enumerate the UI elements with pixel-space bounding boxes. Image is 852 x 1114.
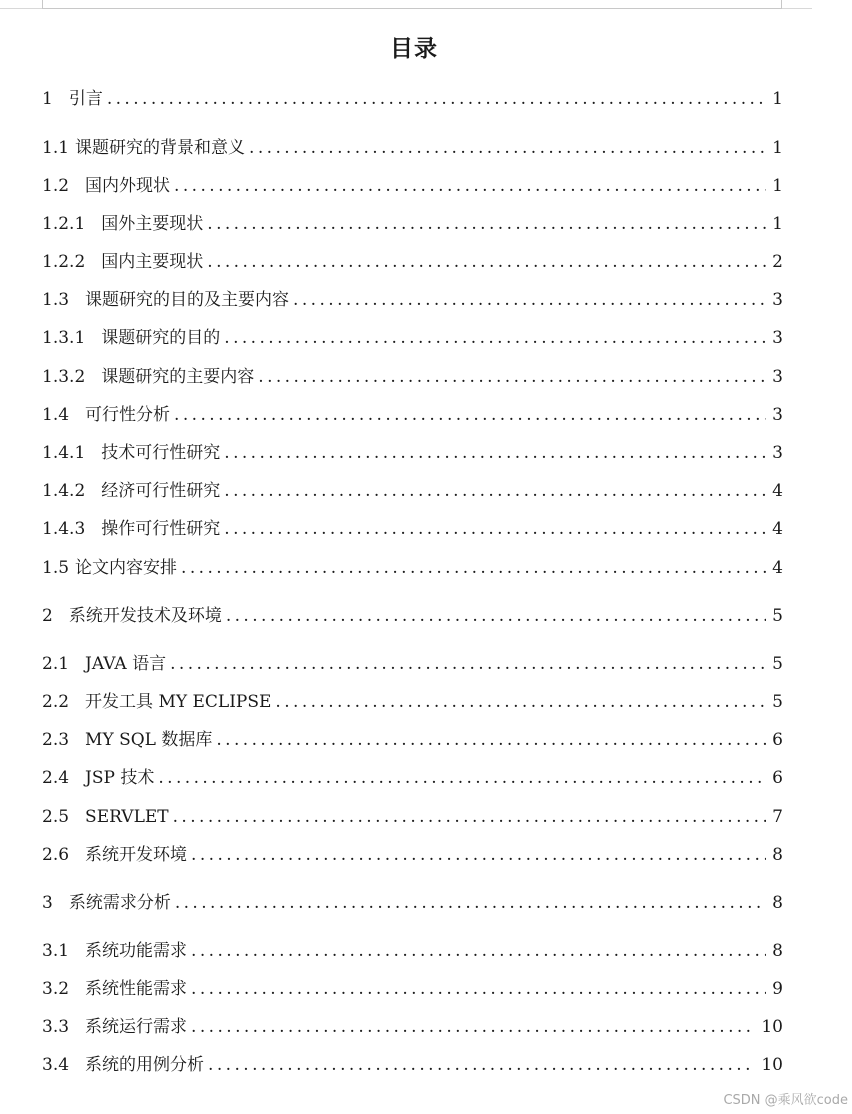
toc-entry-title: 系统开发环境	[85, 845, 188, 865]
toc-entry-2-1[interactable]	[42, 651, 783, 677]
toc-entry-page: 1	[772, 214, 783, 234]
toc-entry-page: 3	[772, 367, 783, 387]
toc-dot-leader	[226, 603, 766, 629]
toc-entry-page: 5	[772, 606, 783, 626]
toc-entry-number: 3.1	[42, 941, 70, 961]
csdn-watermark: CSDN @乘风欲code	[723, 1093, 848, 1108]
toc-dot-leader	[207, 211, 766, 237]
toc-entry-title: 国内外现状	[85, 176, 171, 196]
toc-entry-page: 4	[772, 481, 783, 501]
toc-entry-2-5[interactable]	[42, 804, 783, 830]
toc-entry-number: 1.2	[42, 176, 70, 196]
toc-dot-leader	[258, 364, 766, 390]
page-margin-marker-right	[781, 0, 782, 9]
toc-entry-2-2[interactable]	[42, 689, 783, 715]
toc-entry-title: 课题研究的目的	[101, 328, 221, 348]
toc-entry-page: 1	[772, 138, 783, 158]
toc-entry-1[interactable]	[42, 86, 783, 112]
toc-entry-title: 系统的用例分析	[85, 1055, 205, 1075]
toc-dot-leader	[207, 249, 766, 275]
toc-entry-1-4[interactable]	[42, 402, 783, 428]
toc-entry-1-2-2[interactable]	[42, 249, 783, 275]
toc-dot-leader	[170, 651, 766, 677]
toc-entry-number: 1.4.2	[42, 481, 86, 501]
toc-entry-number: 3.4	[42, 1055, 70, 1075]
toc-entry-3-1[interactable]	[42, 938, 783, 964]
toc-entry-1-3-2[interactable]	[42, 364, 783, 390]
toc-entry-1-1[interactable]	[42, 135, 783, 161]
toc-dot-leader	[158, 765, 766, 791]
toc-entry-page: 5	[772, 692, 783, 712]
toc-entry-page: 1	[772, 176, 783, 196]
page-margin-marker-left	[42, 0, 43, 9]
toc-entry-number: 1.3.1	[42, 328, 86, 348]
toc-dot-leader	[249, 135, 766, 161]
toc-entry-page: 6	[772, 768, 783, 788]
toc-dot-leader	[191, 938, 766, 964]
toc-dot-leader	[224, 516, 766, 542]
toc-entry-number: 1	[42, 89, 53, 109]
page-corner-left	[0, 8, 42, 9]
toc-entry-title: 系统开发技术及环境	[68, 606, 222, 626]
toc-entry-number: 1.3.2	[42, 367, 86, 387]
toc-entry-title: 可行性分析	[85, 405, 171, 425]
toc-dot-leader	[181, 555, 766, 581]
toc-entry-title: MY SQL 数据库	[85, 730, 213, 750]
toc-entry-title: 开发工具 MY ECLIPSE	[85, 692, 272, 712]
toc-entry-page: 1	[772, 89, 783, 109]
toc-entry-number: 1.1	[42, 138, 70, 158]
toc-dot-leader	[174, 173, 766, 199]
toc-entry-page: 8	[772, 845, 783, 865]
toc-entry-1-2-1[interactable]	[42, 211, 783, 237]
toc-entry-page: 9	[772, 979, 783, 999]
toc-entry-number: 2	[42, 606, 53, 626]
toc-entry-title: 经济可行性研究	[101, 481, 221, 501]
toc-entry-number: 2.5	[42, 807, 70, 827]
toc-entry-title: 国内主要现状	[101, 252, 204, 272]
toc-entry-number: 3	[42, 893, 53, 913]
toc-entry-3-3[interactable]	[42, 1014, 783, 1040]
toc-entry-number: 1.3	[42, 290, 70, 310]
toc-entry-number: 2.1	[42, 654, 70, 674]
toc-entry-1-4-2[interactable]	[42, 478, 783, 504]
toc-entry-page: 8	[772, 941, 783, 961]
toc-entry-number: 1.2.2	[42, 252, 86, 272]
toc-entry-1-3-1[interactable]	[42, 325, 783, 351]
toc-entry-page: 4	[772, 558, 783, 578]
toc-entry-1-4-1[interactable]	[42, 440, 783, 466]
toc-dot-leader	[224, 440, 766, 466]
toc-entry-title: JSP 技术	[85, 768, 155, 788]
toc-entry-3[interactable]	[42, 890, 783, 916]
toc-entry-page: 4	[772, 519, 783, 539]
toc-entry-number: 3.3	[42, 1017, 70, 1037]
toc-entry-number: 1.4.1	[42, 443, 86, 463]
page-top-border	[42, 8, 782, 9]
toc-entry-title: 技术可行性研究	[101, 443, 221, 463]
toc-entry-title: 引言	[68, 89, 103, 109]
toc-entry-1-4-3[interactable]	[42, 516, 783, 542]
toc-dot-leader	[293, 287, 766, 313]
toc-dot-leader	[191, 976, 766, 1002]
toc-entry-number: 2.2	[42, 692, 70, 712]
toc-title: 目录	[390, 36, 438, 62]
toc-entry-page: 7	[772, 807, 783, 827]
toc-entry-1-5[interactable]	[42, 555, 783, 581]
toc-entry-title: 课题研究的目的及主要内容	[85, 290, 290, 310]
toc-dot-leader	[224, 478, 766, 504]
toc-entry-title: 国外主要现状	[101, 214, 204, 234]
toc-entry-2-6[interactable]	[42, 842, 783, 868]
toc-entry-title: 课题研究的主要内容	[101, 367, 255, 387]
toc-entry-title: 操作可行性研究	[101, 519, 221, 539]
toc-entry-number: 2.6	[42, 845, 70, 865]
toc-entry-title: 系统功能需求	[85, 941, 188, 961]
toc-dot-leader	[208, 1052, 755, 1078]
toc-entry-2-3[interactable]	[42, 727, 783, 753]
toc-entry-title: 系统性能需求	[85, 979, 188, 999]
toc-entry-number: 1.5	[42, 558, 70, 578]
toc-entry-page: 10	[761, 1055, 783, 1075]
toc-entry-page: 2	[772, 252, 783, 272]
toc-entry-page: 3	[772, 328, 783, 348]
toc-dot-leader	[224, 325, 766, 351]
toc-entry-1-2[interactable]	[42, 173, 783, 199]
toc-dot-leader	[191, 1014, 755, 1040]
toc-entry-title: 系统需求分析	[68, 893, 171, 913]
toc-entry-2[interactable]	[42, 603, 783, 629]
toc-dot-leader	[107, 86, 766, 112]
toc-dot-leader	[173, 804, 767, 830]
toc-dot-leader	[174, 402, 766, 428]
toc-dot-leader	[191, 842, 766, 868]
toc-entry-number: 2.3	[42, 730, 70, 750]
toc-entry-number: 1.4	[42, 405, 70, 425]
toc-entry-2-4[interactable]	[42, 765, 783, 791]
toc-entry-page: 10	[761, 1017, 783, 1037]
toc-entry-number: 1.4.3	[42, 519, 86, 539]
toc-entry-3-4[interactable]	[42, 1052, 783, 1078]
toc-entry-title: 课题研究的背景和意义	[75, 138, 246, 158]
toc-entry-page: 6	[772, 730, 783, 750]
toc-entry-page: 8	[772, 893, 783, 913]
toc-entry-number: 1.2.1	[42, 214, 86, 234]
toc-entry-page: 3	[772, 290, 783, 310]
toc-entry-page: 3	[772, 443, 783, 463]
toc-entry-page: 5	[772, 654, 783, 674]
toc-dot-leader	[216, 727, 766, 753]
toc-dot-leader	[175, 890, 766, 916]
toc-entry-title: SERVLET	[85, 807, 169, 827]
toc-entry-title: 论文内容安排	[75, 558, 178, 578]
toc-entry-title: 系统运行需求	[85, 1017, 188, 1037]
toc-entry-1-3[interactable]	[42, 287, 783, 313]
toc-entry-number: 2.4	[42, 768, 70, 788]
toc-entry-3-2[interactable]	[42, 976, 783, 1002]
page-corner-right	[782, 8, 812, 9]
toc-entry-number: 3.2	[42, 979, 70, 999]
toc-entry-page: 3	[772, 405, 783, 425]
toc-dot-leader	[275, 689, 766, 715]
toc-entry-title: JAVA 语言	[85, 654, 167, 674]
